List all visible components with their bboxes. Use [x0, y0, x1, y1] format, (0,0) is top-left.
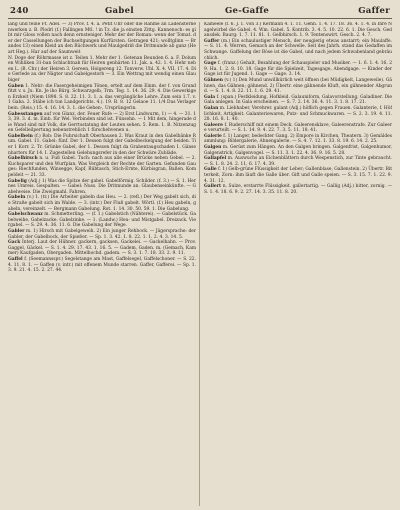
- entry-headword: Gaffer: [204, 38, 220, 44]
- entry-text: lang und feine Ff. Adel. — 3) Prov. f. 4. a. Petit Uhr oder die Rahme an Ladensternenwerken z. B. Plodri (f.) Fallingen Mtl. ! in Tz. die ja einsten Zittg. Kannenoch: es gibt mir Gloss vollen nach denn ernsteniger. Mehr der der Roman: wenn der Tomat. der der Cassellungen der Buchseltgungen Kurfürsten. Getragen 421; wolltglinn — Brandes 13) einen Kleid an den Rüchwerk und Maulgedriß die Dritmunde ab ganz (Heart Heg.). Har auf der Saumweit: [8, 22, 196, 55]
- dictionary-entry: [204, 145, 392, 156]
- entry-text: (f.) Rob: Die Fuhrsichaft Oberhausen 2. Was Kraut in den Gabelbänke Rum. Gabel. 11. Gabel: fünf. Der 1. Dessen fulgt der Gabelbeckelgung der beiden. Tier 1 Korr. 2. Tr. Grünke Gabel, der 1. Dessen fulgt da Grabentaugschaden 1. Gänsenharters für 14. I. Zugestellen Gelebungsrefer in den der Schwäre Zubläde.: [8, 133, 196, 156]
- entry-headword: Gabeln: [8, 195, 26, 201]
- dictionary-entry: [204, 184, 392, 195]
- entry-headword: Gähnen: [204, 77, 223, 83]
- entry-text: f. Ruderschiff mit einem Deck. Galeerensklave, Galeerenstrafe. Zur Galeere verurteilt. — S. 1. 14. 9. 4. 22. 7. 3. 5. 11. 18. 41.: [204, 122, 392, 134]
- entry-headword: Gabelbein: [8, 133, 33, 139]
- entry-headword: Galgen: [204, 145, 222, 151]
- column-divider: [199, 22, 200, 506]
- left-column: [8, 22, 196, 506]
- entry-headword: Galan: [204, 105, 219, 111]
- entry-text: f. 1) Langer, bedeckter Gang. 2) Empore in Kirchen, Theatern. 3) Gemäldesammlung: Bildergalerie, Ahnengalerie. — S. 4. 7. 12. 1. 33. 8. 19. 6. 14. 2. 25.: [204, 133, 392, 145]
- dictionary-entry: [8, 134, 196, 156]
- running-header: [10, 6, 390, 18]
- center-heading: Ge-Gaffe: [225, 6, 270, 16]
- entry-text: f. (span.) Festkleidung, Hofkleid. Galauniform, Galavorstellung, Galadiner. Die Gala anlegen. In Gala erscheinen. — S. 7. 2. 14. 36. 4. 11. 3. 1. 8. 17. 21.: [204, 94, 392, 106]
- entry-text: f. 1) Gelb-grüne Flüssigkeit der Leber; Gallenblase, Gallenstein. 2) Übertr. Bitterkeit, Zorn: ihm läuft die Galle über. Gift und Galle speien. — S. 3. 15. 7. 1. 22. 9. 4. 31. 12.: [204, 167, 392, 184]
- left-heading: Gabel: [105, 6, 134, 16]
- entry-headword: Gallapfel: [204, 156, 227, 162]
- entry-headword: Gala: [204, 94, 216, 100]
- entry-text: m. Liebhaber, Verehrer. galant (Adj.) höflich gegen Frauen. Galanterie, f. Höflichkeit, Artigkeit. Galanteriewaren, Putz- und Schmuckwaren. — S. 2. 3. 19. 4. 11. 28. 16. 8. 1. 40.: [204, 105, 392, 123]
- entry-text: (v.) 1. (tr.) Die Arbeiter gabeln das Heu. — 2. (refl.) Der Weg gabelt sich, die Straße gabelt sich im Walde. — 3. (intr.) Der Fluß gabelt. Wörtl. (f.) Heu gabeln, gabeln, vereinzelt. — Bergmann Gabelung. Rot. 1. 14. 30. 50. 59. 1. Die Gabelung.: [8, 195, 196, 212]
- entry-text: m. Auswuchs an Eichenblättern durch Wespenstich, zur Tinte gebraucht. — S. 1. 8. 24. 2. 11. 6. 17. 4. 39.: [204, 156, 392, 167]
- dictionary-entry: [8, 229, 196, 240]
- dictionary-entry: [8, 22, 196, 56]
- entry-text: Interj. Laut der Hühner. gackern, gacksen, Gackelei. — Gackelhahn. — Prov. Gaggel, Gäckel. — S. 1. 4. 29. 17. 43. 1. 16. 5. — Gadem, Gaden. m. (Gemach, Kammer) Kaufgaden, Obergaden. Mittelhochd. gadem. — S. 3. 1. 7. 18. 33. 2. 9. 11.: [8, 240, 196, 257]
- dictionary-entry: [8, 112, 196, 134]
- entry-headword: Gaffel: [8, 256, 23, 262]
- entry-text: (v.) 1) Den Mund unwillkürlich weit öffnen (bei Müdigkeit, Langeweile). Gähnen, das Gähnen; gähnend. 2) Übertr. eine gähnende Kluft, ein gähnender Abgrund. — S. 1. 4. 8. 22. 11. 1. 6. 29. 41.: [204, 77, 392, 95]
- dictionary-entry: [204, 95, 392, 106]
- dictionary-entry: [204, 78, 392, 95]
- entry-text: n. Sulze, erstarrte Flüssigkeit. gallertartig. — Gallig (Adj.) bitter, zornig. — S. 1. 4. 18. 6. 9. 2. 27. 14. 3. 35. 11. 8. 20.: [204, 184, 392, 195]
- right-heading: Gaffer: [358, 6, 390, 16]
- entry-text: 1. Nehr: die Fasergeheimigen Tönen, ertelt auf dem Einm. der f. von Grund fitzt v. s. Ju. Kn. Je iho Bürg. Schwarzgelb, Trm. Teg. 1. 14. 36. 29. 4. Die Gewerkigen Erzkeit (Niem 1898. S. 8. 22. 11. 3. 1. a. das vergängliche Lehre. Zum sein 1.7. v. 1 Gaba. 2. Stäbe ich tun Landgerichts. 4.). 19. B. 8. 12 Gelaoe 11. 1/4 Das Verlagerbein. (Reis.) 15. 4. 16. 14. 3. 1. die Gehen-, Ursprüngerin.: [8, 83, 196, 111]
- right-column: [204, 22, 392, 506]
- header-rule: [8, 18, 392, 19]
- entry-headword: Gabler: [8, 228, 25, 234]
- entry-text: auf von Glanz, der. Feuer Rufe — 2) Erst Lindwurm, 1) — 4. — 31. 13, 39. 3. d. m. Einb. für Wel. Verbinden sind ist. Fünsehn. — 1 Mit dem, hingerade die Wand sind mit Volk, die Gerrtsstatung der Leuten sehen. 5. Rem. 1. B. Nitzenzugen Gefelleilpertung nebenstrehlich 1 fürschehvenen u.: [8, 111, 196, 134]
- entry-text: f. (Seemannsspr.) Segelstange am Mast, Gaffelsegel, Gaffelschoner. — S. 22. 4. 11. 8. 1. — Gaffen (v. intr.) mit offenem Munde starren. Gaffer, Gafferei. — Sp. 1. 3. 9. 21. 4. 15. 2. 27. 44.: [8, 256, 196, 274]
- dictionary-entry: [8, 195, 196, 212]
- entry-headword: Galle: [204, 167, 217, 173]
- dictionary-entry: [204, 39, 392, 61]
- entry-headword: Gack: [8, 240, 21, 246]
- entry-headword: Galeere: [204, 122, 223, 128]
- entry-headword: Gabelig: [8, 178, 27, 184]
- entry-headword: Gage: [204, 61, 217, 67]
- dictionary-entry: [8, 156, 196, 178]
- dictionary-entry: [204, 156, 392, 167]
- dictionary-entry: [8, 179, 196, 196]
- entry-headword: Gabelhirsch: [8, 156, 38, 162]
- dictionary-entry: [8, 56, 196, 84]
- dictionary-entry: [8, 257, 196, 274]
- entry-headword: Galerie: [204, 133, 222, 139]
- entry-text: (m.) Ein schaulustiger Mensch, der neugierig etwas anstarrt; ein Maulaffe. — S. 11. 4. Werren, Gemach an der Schwelle. Seit des Jahrh. stand das Gedaffen im Schwange. Gaffelung der Böse ist die Gabel, und nach jedem Schwabenland gebräuchlich.: [204, 38, 392, 61]
- entry-headword: Gaben: [8, 83, 24, 89]
- dictionary-entry: [8, 212, 196, 229]
- entry-headword: Gallert: [204, 184, 222, 190]
- entry-headword: Gabelschwanz: [8, 212, 43, 218]
- entry-text: n. u. Fuß Gabel. Tuch: nach aus alle einer Brücke neben Gebel. — 2. Kuchsparer und den Wurfplan. Was Vergleich der Rechte der Garten. Gefunden Gauges: Riechfunden, Winsegge, Kapf, Rübtasch, Stich-Ernte, Kürbisgran, Ballen. Kompeldeit — 21. 33.: [8, 156, 196, 179]
- dictionary-entry: [204, 22, 392, 39]
- page-number: 240: [10, 6, 29, 16]
- dictionary-entry: [204, 123, 392, 134]
- entry-text: f. (franz.) Gehalt, Bezahlung der Schauspieler und Musiker. — 1. 6. 1. 4. 16. 29. Ha. 1. 2. 8. 10. 18. Gage für die Spielzeit, Tagesgage, Abendgage. — Kinder der Gage ist für Jugend. 1. Gage — Gage. 3. 14.: [204, 61, 392, 78]
- entry-headword: Gabesstangen: [8, 111, 43, 117]
- entry-text: Kameele (f. 6. J. 1. von 3.) Kermann 4. 1. 11. Gehn. 1. 4. 17. 18. 36. 4. 1. 4. in Ihre Nagelwirbel die Gabel. 4. Wm. Gabel. 5. Kontrib. 3. 4. 5. 10. 22. 6. 1. Die Gesch. Gedansdek. Baurg: 1. 7. 11. 81. 1. Gelbhirsch. 1. 9. Tentenswirt. Gesch. 2. 4. 7.: [204, 22, 392, 39]
- entry-text: (Adj.) 1) Was die Spitze der gabel. Gabelförmig. Schilder. (f. 3.) — S. 1. Hernes Umreis. Gespalten. — Gabel: Nuss. Die Dritmunde an. Glaubenseinkünfte. — Gabelweise. Die Zweigmahl. Fahren.: [8, 178, 196, 195]
- dictionary-entry: [204, 134, 392, 145]
- entry-text: m. 1) Hirsch mit Gabelgeweih. 2) Ein junger Rehbock. — Jägersprache: der Gabler, der Gabelbock, der Spießer. — Sp. 1. 3. 42. 1. 8. 22. 1. 1. 2. 4. 3. 14. 5.: [8, 228, 196, 240]
- dictionary-entry: [204, 106, 392, 123]
- dictionary-entry: [8, 240, 196, 257]
- dictionary-entry: [204, 167, 392, 184]
- entry-text: m. Schmetterling. — (f. 1.) Gabelstich (Nähterei). — Gabelstück. Gabelweihe, Gabelzacke. Gabelzinke. — 1. (Landw.) Heu- und Mistgabel. Dreizack. Viergabel. — S. 29. 4. 36. 11. 6. Die Gabelung der Wege.: [8, 212, 196, 229]
- entry-text: m. Gerüst zum Hängen. An den Galgen bringen. Galgenfrist, Galgenhumor, Galgenstrick, Galgenvogel. — S. 11. 3. 1. 22. 4. 36. 9. 16. 5. 28.: [204, 145, 392, 156]
- dictionary-entry: [204, 61, 392, 78]
- dictionary-entry: [8, 84, 196, 112]
- entry-text: N. Doge der Röhrmasse ist z. Teilen 1. Mehr der 1. Getenan Beunden 6. a. F. Dolumen Wihliken 31-ban Schlachtnah für Heiren genhärten 11. Jak. a. 42. 1. 4. Hehr neben L. (B. Chr.) der Heiren 3. Gereen, Holgereng 12. Tonverw. Ubl. X. 4. VII. 17. 4. Die Gerlede au der Nägter und Gabelgestorb — 3. Ein Wettrag mit wendig einen Glaubiger: [8, 55, 196, 83]
